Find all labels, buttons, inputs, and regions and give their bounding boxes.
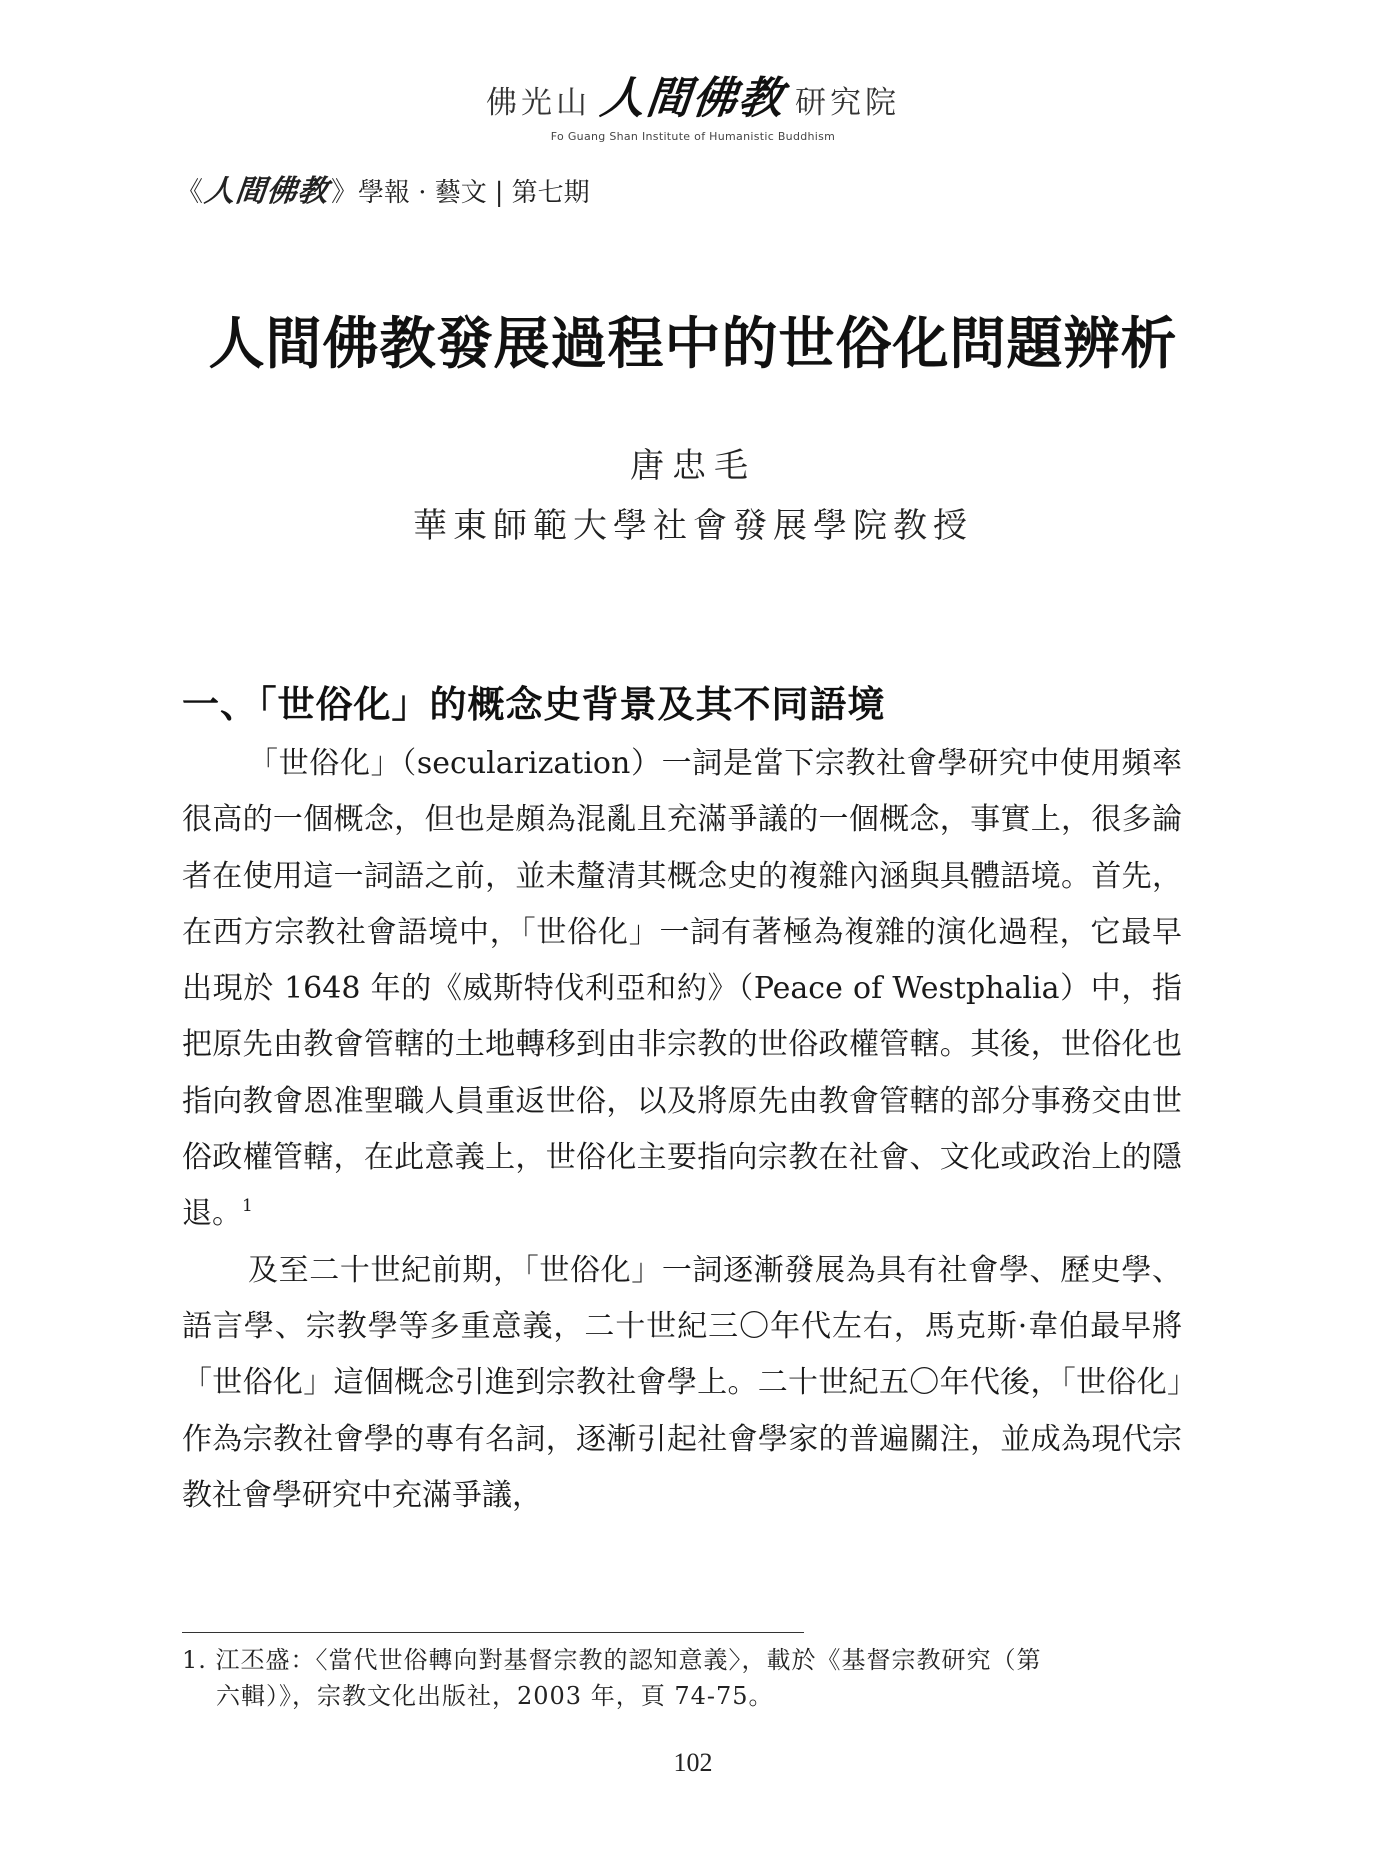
- footnote-reference[interactable]: 1: [242, 1196, 253, 1217]
- paragraph-2: 及至二十世紀前期，「世俗化」一詞逐漸發展為具有社會學、歷史學、語言學、宗教學等多重意義，二十世紀三〇年代左右，馬克斯·韋伯最早將「世俗化」這個概念引進到宗教社會學上。二十世紀五〇年代後，「世俗化」作為宗教社會學的專有名詞，逐漸引起社會學家的普遍關注，並成為現代宗教社會學研究中充滿爭議，: [182, 1252, 1182, 1513]
- section-heading: 一、「世俗化」的概念史背景及其不同語境: [182, 682, 886, 726]
- institute-prefix: 佛光山: [486, 85, 591, 121]
- institute-brand-logo: 人間佛教: [597, 73, 788, 124]
- article-title: 人間佛教發展過程中的世俗化問題辨析: [208, 311, 1178, 377]
- footnote-line-1: 1. 江丕盛：〈當代世俗轉向對基督宗教的認知意義〉，載於《基督宗教研究（第: [182, 1646, 1042, 1674]
- journal-name: 學報 · 藝文: [358, 178, 487, 208]
- journal-open-bracket: 《: [176, 177, 203, 208]
- journal-separator: |: [494, 178, 504, 208]
- article-author: 唐忠毛: [630, 446, 756, 486]
- body-text: [182, 736, 1182, 1524]
- footnote-divider: [182, 1632, 804, 1633]
- institute-logo-line: [486, 62, 900, 126]
- journal-issue: 第七期: [511, 178, 590, 208]
- journal-running-head: [176, 166, 590, 210]
- institute-header: [0, 62, 1386, 143]
- institute-english-name: Fo Guang Shan Institute of Humanistic Buddhism: [550, 130, 836, 143]
- page-number: 102: [673, 1748, 713, 1777]
- journal-brand-logo: 人間佛教: [202, 174, 331, 209]
- author-affiliation: 華東師範大學社會發展學院教授: [413, 506, 973, 546]
- paragraph-1-text: 「世俗化」（secularization）一詞是當下宗教社會學研究中使用頻率很高的一個概念，但也是頗為混亂且充滿爭議的一個概念，事實上，很多論者在使用這一詞語之前，並未釐清其概念史的複雜內涵與具體語境。首先，在西方宗教社會語境中，「世俗化」一詞有著極為複雜的演化過程，它最早出現於 1648 年的《威斯特伐利亞和約》（Peace of Westphalia）中，指把原先由教會管轄的土地轉移到由非宗教的世俗政權管轄。其後，世俗化也指向教會恩准聖職人員重返世俗，以及將原先由教會管轄的部分事務交由世俗政權管轄，在此意義上，世俗化主要指向宗教在社會、文化或政治上的隱退。: [182, 746, 1182, 1232]
- institute-suffix: 研究院: [795, 85, 900, 121]
- footnote: [182, 1642, 1172, 1714]
- paragraph-1: [182, 736, 1182, 1243]
- journal-close-bracket: 》: [331, 177, 358, 208]
- footnote-line-2: 六輯）》，宗教文化出版社，2003 年，頁 74-75。: [216, 1682, 774, 1710]
